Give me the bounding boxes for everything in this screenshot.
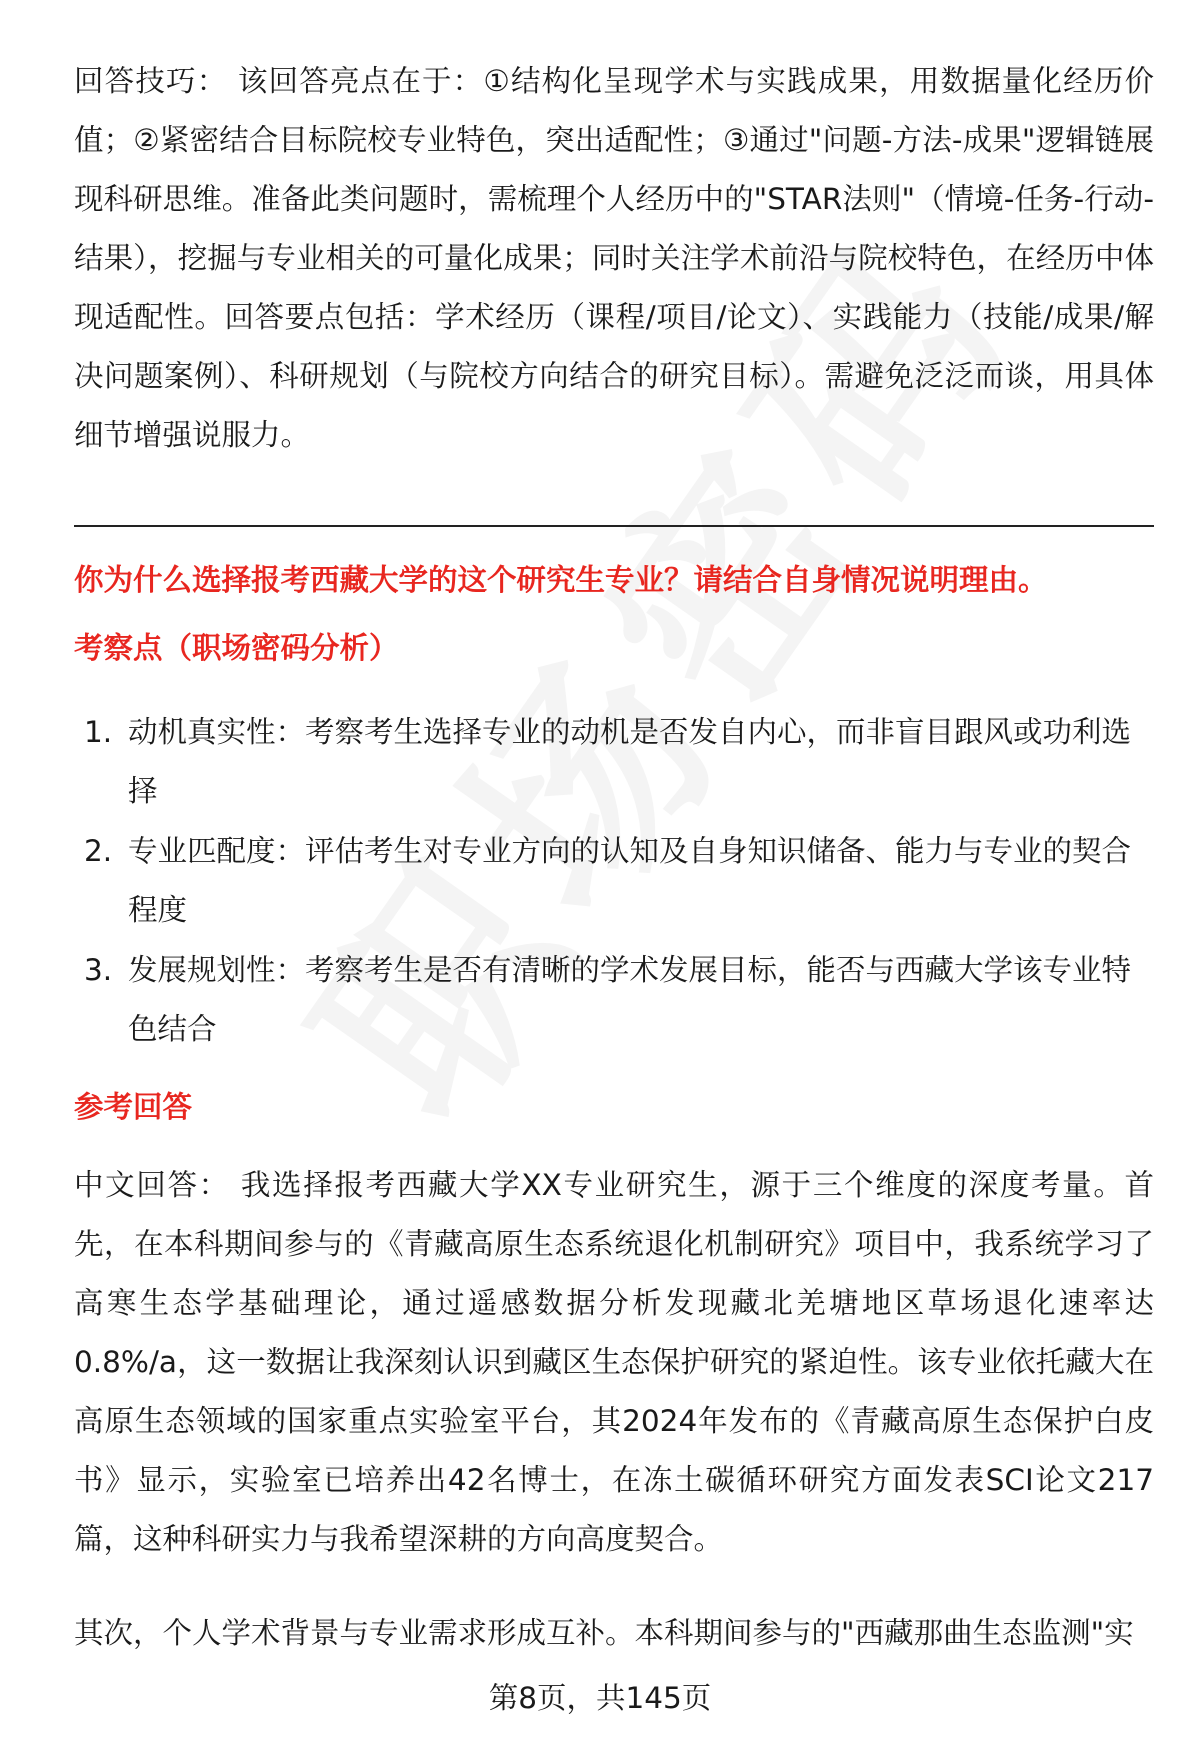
answer-paragraph-1: 中文回答： 我选择报考西藏大学XX专业研究生，源于三个维度的深度考量。首先，在本科期间参与的《青藏高原生态系统退化机制研究》项目中，我系统学习了高寒生态学基础理论，通过遥感数据分析发现藏北羌塘地区草场退化速率达0.8%/a，这一数据让我深刻认识到藏区生态保护研究的紧迫性。该专业依托藏大在高原生态领域的国家重点实验室平台，其2024年发布的《青藏高原生态保护白皮书》显示，实验室已培养出42名博士，在冻土碳循环研究方面发表SCI论文217篇，这种科研实力与我希望深耕的方向高度契合。 (74, 1168, 1154, 1556)
list-item (74, 941, 1154, 1059)
list-item-text: 发展规划性：考察考生是否有清晰的学术发展目标，能否与西藏大学该专业特色结合 (128, 953, 1132, 1046)
page-number: 第8页，共145页 (488, 1681, 712, 1715)
list-item-number: 1. (84, 715, 113, 749)
answer-section-2 (74, 1604, 1154, 1663)
focus-heading: 考察点（职场密码分析） (74, 631, 399, 665)
list-item-text: 动机真实性：考察考生选择专业的动机是否发自内心，而非盲目跟风或功利选择 (128, 715, 1132, 808)
question-title: 你为什么选择报考西藏大学的这个研究生专业？请结合自身情况说明理由。 (74, 563, 1048, 597)
list-item (74, 703, 1154, 821)
section-divider (74, 525, 1154, 527)
list-item-number: 3. (84, 953, 113, 987)
focus-list (74, 703, 1154, 1060)
list-item (74, 822, 1154, 940)
answer-paragraph-2: 其次，个人学术背景与专业需求形成互补。本科期间参与的"西藏那曲生态监测"实 (74, 1616, 1134, 1650)
list-item-text: 专业匹配度：评估考生对专业方向的认知及自身知识储备、能力与专业的契合程度 (128, 834, 1132, 927)
answer-heading: 参考回答 (74, 1090, 193, 1124)
intro-section (74, 52, 1154, 465)
list-item-number: 2. (84, 834, 113, 868)
answer-tips-paragraph: 回答技巧： 该回答亮点在于：①结构化呈现学术与实践成果，用数据量化经历价值；②紧密结合目标院校专业特色，突出适配性；③通过"问题-方法-成果"逻辑链展现科研思维。准备此类问题时，需梳理个人经历中的"STAR法则"（情境-任务-行动-结果），挖掘与专业相关的可量化成果；同时关注学术前沿与院校特色，在经历中体现适配性。回答要点包括：学术经历（课程/项目/论文）、实践能力（技能/成果/解决问题案例）、科研规划（与院校方向结合的研究目标）。需避免泛泛而谈，用具体细节增强说服力。 (74, 64, 1154, 452)
answer-section (74, 1156, 1154, 1569)
